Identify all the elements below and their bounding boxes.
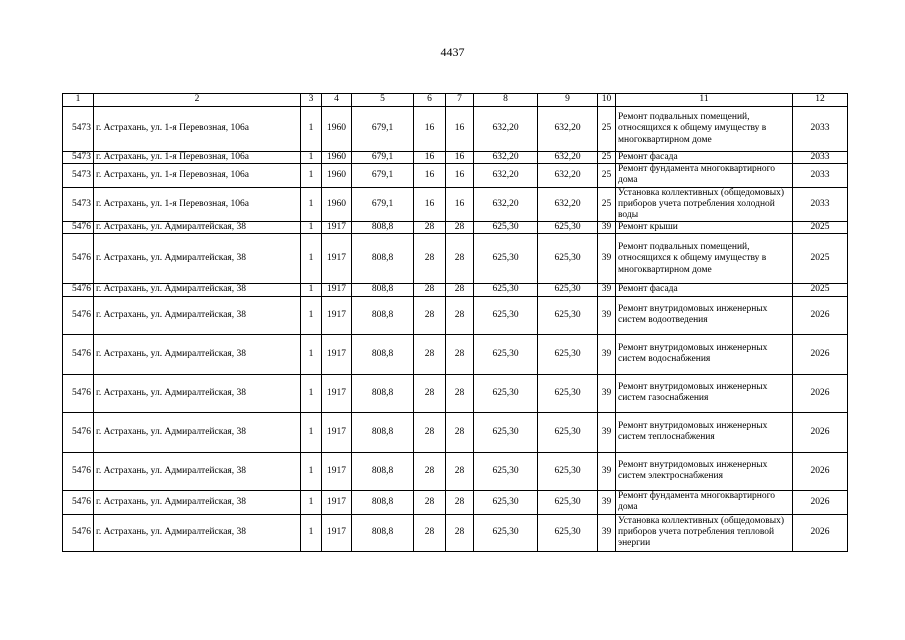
cell-col5: 808,8	[352, 284, 414, 296]
cell-planned-year: 2026	[793, 412, 848, 452]
cell-col8: 625,30	[474, 334, 538, 374]
cell-col5: 808,8	[352, 514, 414, 551]
table-row	[63, 334, 848, 374]
cell-col5: 808,8	[352, 334, 414, 374]
table-row	[63, 490, 848, 514]
cell-year: 1917	[322, 334, 352, 374]
cell-work-type: Ремонт фасада	[616, 284, 793, 296]
cell-address: г. Астрахань, ул. Адмиралтейская, 38	[94, 284, 301, 296]
cell-col6: 28	[414, 296, 446, 334]
table-row	[63, 152, 848, 164]
cell-col9: 632,20	[538, 164, 598, 187]
cell-col8: 625,30	[474, 284, 538, 296]
column-header: 9	[538, 94, 598, 107]
cell-col9: 625,30	[538, 452, 598, 490]
cell-planned-year: 2026	[793, 374, 848, 412]
cell-col10: 39	[598, 490, 616, 514]
cell-work-type: Ремонт внутридомовых инженерных систем водоснабжения	[616, 334, 793, 374]
cell-col6: 28	[414, 284, 446, 296]
cell-planned-year: 2033	[793, 107, 848, 152]
cell-year: 1960	[322, 107, 352, 152]
cell-col8: 632,20	[474, 152, 538, 164]
cell-col8: 625,30	[474, 296, 538, 334]
cell-col3: 1	[301, 222, 322, 234]
column-header: 2	[94, 94, 301, 107]
cell-col10: 39	[598, 222, 616, 234]
cell-col10: 25	[598, 152, 616, 164]
cell-col10: 25	[598, 107, 616, 152]
table-row	[63, 107, 848, 152]
cell-year: 1917	[322, 222, 352, 234]
cell-col6: 28	[414, 374, 446, 412]
cell-planned-year: 2026	[793, 296, 848, 334]
cell-col7: 28	[446, 490, 474, 514]
cell-work-type: Установка коллективных (общедомовых) приборов учета потребления тепловой энергии	[616, 514, 793, 551]
cell-year: 1917	[322, 234, 352, 284]
cell-col5: 679,1	[352, 152, 414, 164]
cell-year: 1917	[322, 412, 352, 452]
cell-id: 5473	[63, 187, 94, 222]
cell-planned-year: 2026	[793, 334, 848, 374]
cell-id: 5476	[63, 334, 94, 374]
cell-col10: 39	[598, 374, 616, 412]
cell-col9: 625,30	[538, 284, 598, 296]
table-row	[63, 187, 848, 222]
cell-address: г. Астрахань, ул. 1-я Перевозная, 106а	[94, 107, 301, 152]
column-header: 10	[598, 94, 616, 107]
cell-col10: 39	[598, 514, 616, 551]
cell-col8: 625,30	[474, 234, 538, 284]
cell-id: 5476	[63, 234, 94, 284]
cell-col7: 28	[446, 234, 474, 284]
cell-id: 5473	[63, 107, 94, 152]
cell-planned-year: 2026	[793, 452, 848, 490]
cell-work-type: Ремонт внутридомовых инженерных систем электроснабжения	[616, 452, 793, 490]
table-row	[63, 452, 848, 490]
cell-planned-year: 2026	[793, 514, 848, 551]
cell-col10: 39	[598, 412, 616, 452]
cell-col6: 28	[414, 234, 446, 284]
cell-col9: 625,30	[538, 490, 598, 514]
cell-id: 5473	[63, 152, 94, 164]
cell-work-type: Ремонт внутридомовых инженерных систем газоснабжения	[616, 374, 793, 412]
cell-col6: 16	[414, 107, 446, 152]
table-header-row	[63, 94, 848, 107]
cell-col9: 625,30	[538, 234, 598, 284]
cell-col3: 1	[301, 164, 322, 187]
cell-col6: 28	[414, 222, 446, 234]
cell-planned-year: 2033	[793, 152, 848, 164]
cell-id: 5476	[63, 412, 94, 452]
cell-year: 1917	[322, 490, 352, 514]
cell-col7: 16	[446, 152, 474, 164]
cell-address: г. Астрахань, ул. Адмиралтейская, 38	[94, 490, 301, 514]
column-header: 12	[793, 94, 848, 107]
table-row	[63, 234, 848, 284]
cell-col8: 625,30	[474, 374, 538, 412]
cell-address: г. Астрахань, ул. Адмиралтейская, 38	[94, 374, 301, 412]
cell-work-type: Ремонт фасада	[616, 152, 793, 164]
cell-col3: 1	[301, 374, 322, 412]
cell-address: г. Астрахань, ул. 1-я Перевозная, 106а	[94, 187, 301, 222]
cell-col7: 16	[446, 107, 474, 152]
cell-address: г. Астрахань, ул. Адмиралтейская, 38	[94, 514, 301, 551]
table-row	[63, 284, 848, 296]
cell-col8: 632,20	[474, 107, 538, 152]
cell-col5: 808,8	[352, 374, 414, 412]
column-header: 11	[616, 94, 793, 107]
cell-id: 5476	[63, 222, 94, 234]
cell-col5: 808,8	[352, 296, 414, 334]
cell-year: 1917	[322, 296, 352, 334]
cell-address: г. Астрахань, ул. 1-я Перевозная, 106а	[94, 164, 301, 187]
cell-col7: 16	[446, 187, 474, 222]
cell-col9: 625,30	[538, 412, 598, 452]
table-row	[63, 296, 848, 334]
cell-work-type: Установка коллективных (общедомовых) приборов учета потребления холодной воды	[616, 187, 793, 222]
cell-col3: 1	[301, 334, 322, 374]
table-row	[63, 222, 848, 234]
cell-work-type: Ремонт фундамента многоквартирного дома	[616, 164, 793, 187]
cell-id: 5476	[63, 374, 94, 412]
cell-col5: 808,8	[352, 234, 414, 284]
cell-col3: 1	[301, 284, 322, 296]
cell-col7: 28	[446, 296, 474, 334]
cell-year: 1960	[322, 152, 352, 164]
cell-col3: 1	[301, 514, 322, 551]
cell-id: 5473	[63, 164, 94, 187]
cell-col5: 679,1	[352, 187, 414, 222]
cell-col8: 632,20	[474, 164, 538, 187]
cell-col9: 625,30	[538, 222, 598, 234]
table-row	[63, 514, 848, 551]
cell-col7: 16	[446, 164, 474, 187]
cell-col10: 39	[598, 296, 616, 334]
cell-col5: 808,8	[352, 222, 414, 234]
cell-col10: 25	[598, 164, 616, 187]
cell-col10: 39	[598, 452, 616, 490]
column-header: 7	[446, 94, 474, 107]
cell-col9: 625,30	[538, 374, 598, 412]
cell-col9: 625,30	[538, 334, 598, 374]
cell-planned-year: 2025	[793, 234, 848, 284]
cell-col3: 1	[301, 490, 322, 514]
cell-col5: 808,8	[352, 412, 414, 452]
capital-repair-table	[62, 93, 848, 552]
cell-col5: 679,1	[352, 107, 414, 152]
cell-address: г. Астрахань, ул. Адмиралтейская, 38	[94, 412, 301, 452]
cell-work-type: Ремонт подвальных помещений, относящихся к общему имуществу в многоквартирном доме	[616, 107, 793, 152]
cell-col6: 28	[414, 514, 446, 551]
cell-col7: 28	[446, 222, 474, 234]
cell-work-type: Ремонт фундамента многоквартирного дома	[616, 490, 793, 514]
cell-planned-year: 2025	[793, 222, 848, 234]
cell-planned-year: 2033	[793, 187, 848, 222]
cell-id: 5476	[63, 514, 94, 551]
cell-col8: 625,30	[474, 222, 538, 234]
column-header: 3	[301, 94, 322, 107]
cell-col7: 28	[446, 374, 474, 412]
cell-col10: 39	[598, 334, 616, 374]
cell-work-type: Ремонт подвальных помещений, относящихся к общему имуществу в многоквартирном доме	[616, 234, 793, 284]
cell-year: 1917	[322, 514, 352, 551]
cell-col3: 1	[301, 107, 322, 152]
page-number: 4437	[440, 45, 465, 59]
cell-year: 1917	[322, 284, 352, 296]
cell-col10: 39	[598, 284, 616, 296]
cell-address: г. Астрахань, ул. Адмиралтейская, 38	[94, 452, 301, 490]
cell-col3: 1	[301, 296, 322, 334]
cell-col3: 1	[301, 234, 322, 284]
cell-planned-year: 2033	[793, 164, 848, 187]
cell-year: 1960	[322, 164, 352, 187]
cell-col3: 1	[301, 412, 322, 452]
cell-id: 5476	[63, 452, 94, 490]
cell-col7: 28	[446, 412, 474, 452]
cell-col7: 28	[446, 452, 474, 490]
cell-col10: 39	[598, 234, 616, 284]
cell-col10: 25	[598, 187, 616, 222]
column-header: 6	[414, 94, 446, 107]
cell-col7: 28	[446, 514, 474, 551]
cell-col3: 1	[301, 452, 322, 490]
cell-address: г. Астрахань, ул. Адмиралтейская, 38	[94, 296, 301, 334]
column-header: 1	[63, 94, 94, 107]
cell-col8: 625,30	[474, 490, 538, 514]
cell-col9: 632,20	[538, 152, 598, 164]
cell-year: 1917	[322, 374, 352, 412]
cell-id: 5476	[63, 490, 94, 514]
cell-address: г. Астрахань, ул. Адмиралтейская, 38	[94, 334, 301, 374]
cell-year: 1917	[322, 452, 352, 490]
cell-work-type: Ремонт внутридомовых инженерных систем теплоснабжения	[616, 412, 793, 452]
cell-col6: 28	[414, 412, 446, 452]
cell-col9: 625,30	[538, 296, 598, 334]
cell-col5: 808,8	[352, 452, 414, 490]
cell-col9: 632,20	[538, 107, 598, 152]
table-row	[63, 374, 848, 412]
column-header: 8	[474, 94, 538, 107]
cell-planned-year: 2026	[793, 490, 848, 514]
cell-col5: 808,8	[352, 490, 414, 514]
table-row	[63, 164, 848, 187]
cell-col6: 16	[414, 164, 446, 187]
column-header: 5	[352, 94, 414, 107]
cell-col6: 28	[414, 334, 446, 374]
cell-col3: 1	[301, 187, 322, 222]
cell-col6: 28	[414, 490, 446, 514]
cell-col9: 625,30	[538, 514, 598, 551]
cell-year: 1960	[322, 187, 352, 222]
cell-address: г. Астрахань, ул. Адмиралтейская, 38	[94, 222, 301, 234]
cell-col9: 632,20	[538, 187, 598, 222]
cell-col8: 625,30	[474, 452, 538, 490]
cell-col8: 625,30	[474, 412, 538, 452]
cell-address: г. Астрахань, ул. 1-я Перевозная, 106а	[94, 152, 301, 164]
cell-col5: 679,1	[352, 164, 414, 187]
cell-col8: 632,20	[474, 187, 538, 222]
cell-planned-year: 2025	[793, 284, 848, 296]
table-row	[63, 412, 848, 452]
cell-col6: 28	[414, 452, 446, 490]
cell-id: 5476	[63, 284, 94, 296]
cell-id: 5476	[63, 296, 94, 334]
cell-work-type: Ремонт внутридомовых инженерных систем водоотведения	[616, 296, 793, 334]
cell-col7: 28	[446, 284, 474, 296]
cell-col6: 16	[414, 152, 446, 164]
cell-address: г. Астрахань, ул. Адмиралтейская, 38	[94, 234, 301, 284]
column-header: 4	[322, 94, 352, 107]
cell-col7: 28	[446, 334, 474, 374]
cell-work-type: Ремонт крыши	[616, 222, 793, 234]
cell-col6: 16	[414, 187, 446, 222]
cell-col3: 1	[301, 152, 322, 164]
cell-col8: 625,30	[474, 514, 538, 551]
